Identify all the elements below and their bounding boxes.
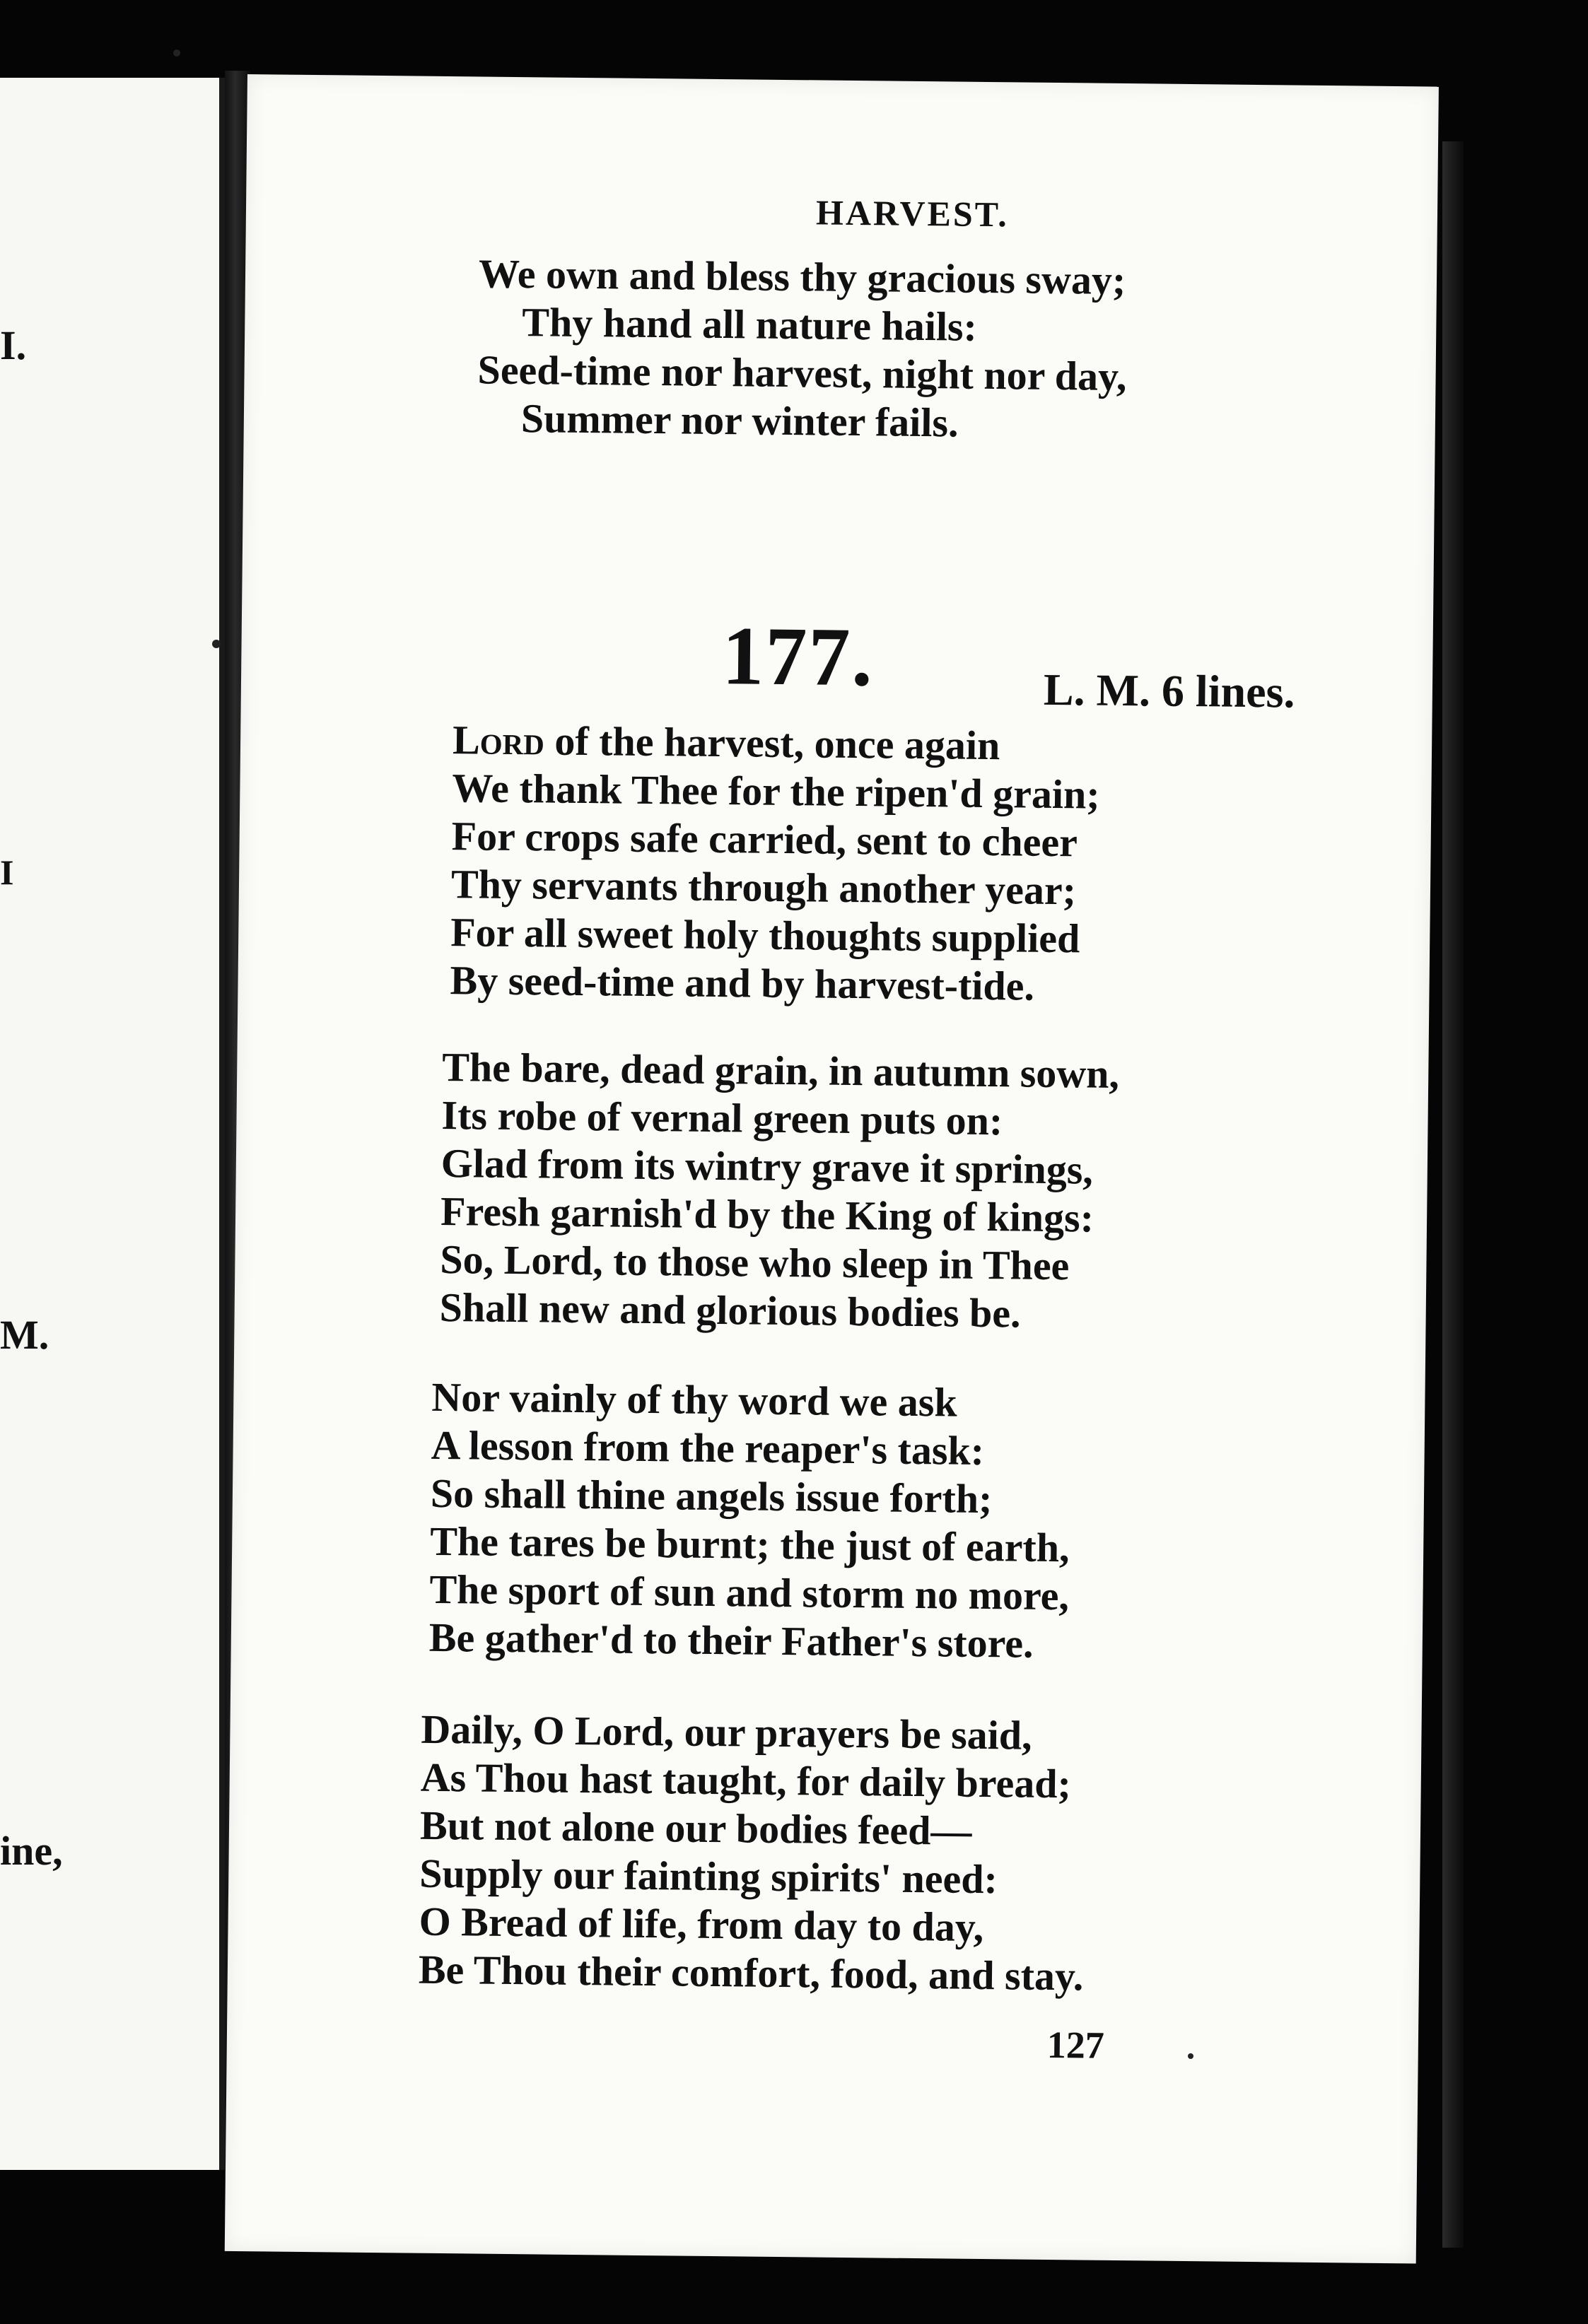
page-number: 127 [1046, 2023, 1105, 2067]
first-word-small-caps: Lord [452, 717, 545, 764]
left-page-fragment: M. [0, 1312, 49, 1358]
hymn-stanza-3 [428, 1373, 1071, 1668]
verse-line: But not alone our bodies feed— [419, 1802, 972, 1854]
verse-line: Thy servants through another year; [450, 861, 1077, 914]
left-page-fragment: I. [0, 322, 27, 368]
verse-line: The bare, dead grain, in autumn sown, [441, 1043, 1120, 1097]
verse-line: As Thou hast taught, for daily bread; [420, 1754, 1072, 1807]
verse-line: Fresh garnish'd by the King of kings: [440, 1187, 1094, 1241]
verse-line [453, 716, 1101, 771]
verse-line: Thy hand all nature hails: [522, 299, 978, 350]
verse-line: So shall thine angels issue forth; [430, 1469, 993, 1522]
scan-speck [212, 640, 221, 648]
verse-line: Summer nor winter fails. [520, 395, 959, 446]
verse-line: Supply our fainting spirits' need: [419, 1850, 998, 1903]
verse-line: Be gather'd to their Father's store. [428, 1614, 1034, 1667]
verse-line: For all sweet holy thoughts supplied [450, 909, 1080, 962]
scan-speck [1188, 2053, 1193, 2059]
verse-line: Seed-time nor harvest, night nor day, [477, 346, 1127, 400]
verse-line: The tares be burnt; the just of earth, [429, 1518, 1070, 1571]
verse-line: A lesson from the reaper's task: [431, 1421, 985, 1474]
verse-line: Daily, O Lord, our prayers be said, [421, 1706, 1032, 1759]
verse-line: For crops safe carried, sent to cheer [451, 813, 1078, 866]
hymn-stanza-1 [450, 716, 1100, 1011]
running-head: HARVEST. [815, 192, 1010, 235]
verse-line: Shall new and glorious bodies be. [439, 1284, 1021, 1337]
hymn-meter: L. M. 6 lines. [1043, 664, 1295, 717]
hymn-number: 177. [721, 609, 875, 704]
left-facing-page [0, 78, 229, 2170]
verse-line: Nor vainly of thy word we ask [431, 1373, 958, 1426]
left-page-fragment: ine, [0, 1828, 63, 1874]
hymn-stanza-4 [419, 1706, 1087, 2001]
verse-line: Glad from its wintry grave it springs, [440, 1139, 1094, 1193]
verse-line: By seed-time and by harvest-tide. [450, 957, 1035, 1009]
scan-speck [173, 49, 180, 57]
verse-line: Be Thou their comfort, food, and stay. [418, 1946, 1084, 2000]
page-edge-shadow [1442, 141, 1464, 2248]
verse-line: O Bread of life, from day to day, [419, 1898, 984, 1951]
verse-line: We own and bless thy gracious sway; [478, 250, 1126, 304]
left-page-fragment: I [0, 852, 14, 892]
verse-line: So, Lord, to those who sleep in Thee [440, 1236, 1070, 1289]
verse-line-rest: of the harvest, once again [544, 717, 1000, 769]
verse-line: The sport of sun and storm no more, [429, 1566, 1070, 1619]
verse-line: We thank Thee for the ripen'd grain; [452, 765, 1100, 818]
right-page [225, 74, 1439, 2263]
continued-stanza [477, 250, 1128, 449]
hymn-stanza-2 [439, 1043, 1119, 1339]
verse-line: Its robe of vernal green puts on: [441, 1091, 1003, 1144]
